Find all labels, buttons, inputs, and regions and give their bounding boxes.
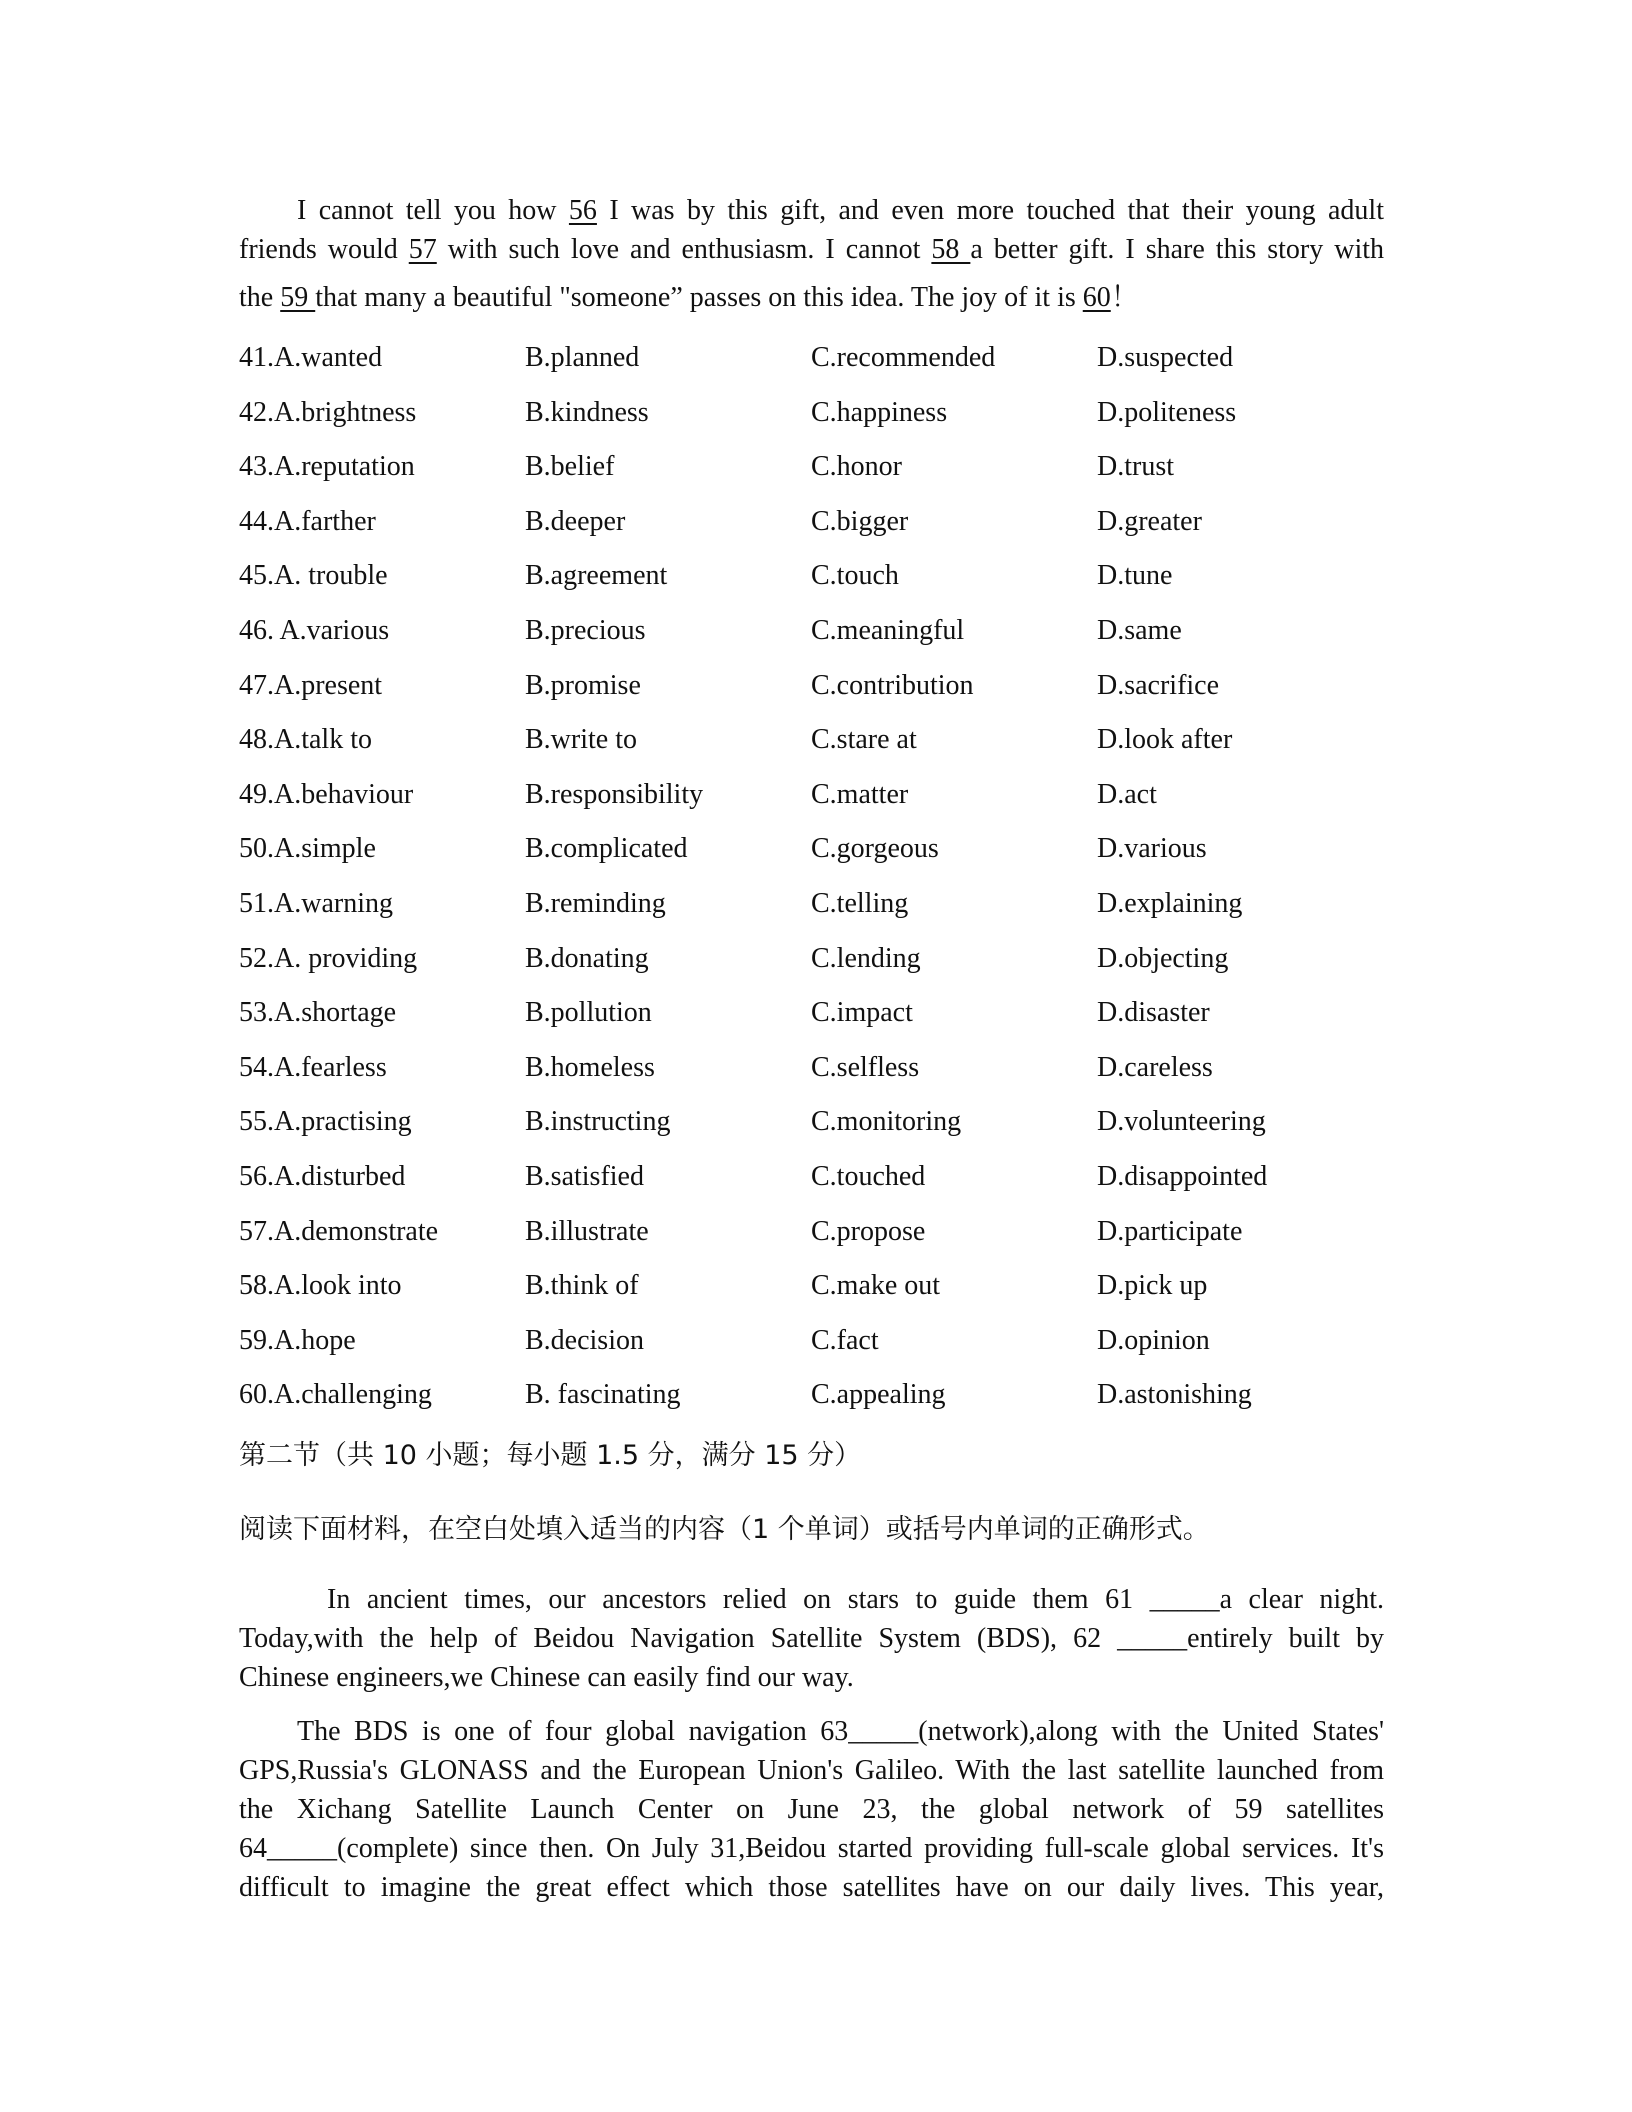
option-b: B.decision xyxy=(525,1324,644,1356)
text-fragment: the xyxy=(239,282,281,313)
option-row xyxy=(239,777,1384,832)
option-b: B.responsibility xyxy=(525,778,704,810)
paragraph-line: Chinese engineers,we Chinese can easily find our way. xyxy=(239,1662,854,1693)
option-c: C.appealing xyxy=(811,1379,946,1411)
option-d: D.politeness xyxy=(1097,396,1237,428)
text-fragment: with such love and enthusiasm. I cannot xyxy=(436,234,932,265)
option-d: D.opinion xyxy=(1097,1324,1210,1356)
option-a: 51.A.warning xyxy=(239,887,393,919)
option-row xyxy=(239,1159,1384,1214)
option-c: C.monitoring xyxy=(811,1106,962,1138)
option-a: 48.A.talk to xyxy=(239,724,372,756)
option-c: C.matter xyxy=(811,778,909,810)
option-a: 55.A.practising xyxy=(239,1106,412,1138)
answer-options-table xyxy=(239,340,1384,1432)
option-a: 57.A.demonstrate xyxy=(239,1215,439,1247)
option-b: B.donating xyxy=(525,942,649,974)
line-text: In ancient times, our ancestors relied on stars to guide them 61 _____a clear night. xyxy=(327,1584,1384,1615)
option-d: D.disappointed xyxy=(1097,1160,1268,1192)
option-d: D.trust xyxy=(1097,451,1174,483)
option-d: D.suspected xyxy=(1097,342,1234,373)
option-b: B.write to xyxy=(525,724,637,756)
option-c: C.touch xyxy=(811,560,899,592)
option-d: D.careless xyxy=(1097,1051,1213,1083)
option-d: D.sacrifice xyxy=(1097,669,1220,701)
option-c: C.propose xyxy=(811,1215,926,1247)
text-fragment: a better gift. I share this story with xyxy=(970,234,1385,265)
option-row xyxy=(239,449,1384,504)
option-b: B.belief xyxy=(525,451,615,483)
option-d: D.pick up xyxy=(1097,1270,1208,1302)
option-a: 60.A.challenging xyxy=(239,1379,432,1411)
option-a: 46. A.various xyxy=(239,614,390,646)
option-c: C.selfless xyxy=(811,1051,920,1083)
option-a: 42.A.brightness xyxy=(239,396,417,428)
option-b: B.agreement xyxy=(525,560,668,592)
option-d: D.objecting xyxy=(1097,942,1229,974)
option-c: C.impact xyxy=(811,997,913,1029)
option-c: C.fact xyxy=(811,1324,879,1356)
option-row xyxy=(239,1377,1384,1432)
option-b: B.reminding xyxy=(525,887,666,919)
option-a: 56.A.disturbed xyxy=(239,1160,406,1192)
blank-56: 56 xyxy=(568,195,597,226)
paragraph-line: GPS,Russia's GLONASS and the European Union's Galileo. With the last satellite launched from xyxy=(239,1755,1384,1786)
paragraph-line: 64_____(complete) since then. On July 31,Beidou started providing full-scale global services. It's xyxy=(239,1833,1384,1864)
blank-57: 57 xyxy=(408,234,437,265)
option-c: C.bigger xyxy=(811,505,909,537)
passage-line-2 xyxy=(239,230,1384,269)
paragraph-line xyxy=(239,1580,1384,1619)
option-b: B.kindness xyxy=(525,396,649,428)
cloze-passage-ending xyxy=(239,191,1384,317)
blank-59: 59 xyxy=(280,282,316,313)
option-d: D.look after xyxy=(1097,724,1233,756)
option-c: C.lending xyxy=(811,942,921,974)
option-d: D.explaining xyxy=(1097,887,1243,919)
option-a: 58.A.look into xyxy=(239,1270,402,1302)
option-c: C.happiness xyxy=(811,396,948,428)
option-b: B.deeper xyxy=(525,505,626,537)
option-row xyxy=(239,1104,1384,1159)
passage-line-1 xyxy=(239,191,1384,230)
option-b: B.think of xyxy=(525,1270,639,1302)
section-title: 第二节（共 10 小题；每小题 1.5 分，满分 15 分） xyxy=(239,1440,862,1471)
option-a: 59.A.hope xyxy=(239,1324,356,1356)
option-a: 44.A.farther xyxy=(239,505,376,537)
option-c: C.meaningful xyxy=(811,614,965,646)
option-a: 54.A.fearless xyxy=(239,1051,387,1083)
passage-line-3 xyxy=(239,278,1384,317)
text-fragment: ！ xyxy=(1110,282,1139,313)
option-d: D.participate xyxy=(1097,1215,1243,1247)
option-row xyxy=(239,1323,1384,1378)
paragraph-line xyxy=(239,1712,1384,1751)
option-row xyxy=(239,941,1384,996)
option-c: C.stare at xyxy=(811,724,917,756)
section-instruction: 阅读下面材料，在空白处填入适当的内容（1 个单词）或括号内单词的正确形式。 xyxy=(239,1514,1210,1545)
option-d: D.various xyxy=(1097,833,1207,865)
option-c: C.honor xyxy=(811,451,902,483)
text-fragment: that many a beautiful "someone” passes on this idea. The joy of it is xyxy=(315,282,1083,313)
option-b: B.illustrate xyxy=(525,1215,649,1247)
option-row xyxy=(239,722,1384,777)
option-b: B.planned xyxy=(525,342,640,373)
option-b: B.complicated xyxy=(525,833,688,865)
line-text: The BDS is one of four global navigation 63_____(network),along with the United States' xyxy=(297,1716,1384,1747)
option-a: 45.A. trouble xyxy=(239,560,388,592)
option-b: B.satisfied xyxy=(525,1160,644,1192)
option-c: C.telling xyxy=(811,887,909,919)
option-a: 49.A.behaviour xyxy=(239,778,414,810)
option-c: C.contribution xyxy=(811,669,974,701)
option-row xyxy=(239,1214,1384,1269)
text-fragment: I was by this gift, and even more touched that their young adult xyxy=(596,195,1384,226)
option-d: D.astonishing xyxy=(1097,1379,1252,1411)
paragraph-line: difficult to imagine the great effect which those satellites have on our daily lives. This year, xyxy=(239,1872,1384,1903)
option-row xyxy=(239,558,1384,613)
text-fragment: I cannot tell you how xyxy=(297,195,569,226)
option-row xyxy=(239,504,1384,559)
paragraph-line: the Xichang Satellite Launch Center on June 23, the global network of 59 satellites xyxy=(239,1794,1384,1825)
paragraph-line: Today,with the help of Beidou Navigation Satellite System (BDS), 62 _____entirely built by xyxy=(239,1623,1384,1654)
option-row xyxy=(239,886,1384,941)
option-row xyxy=(239,340,1384,395)
option-a: 41.A.wanted xyxy=(239,342,383,373)
blank-60: 60 xyxy=(1082,282,1111,313)
option-b: B.precious xyxy=(525,614,646,646)
option-c: C.gorgeous xyxy=(811,833,939,865)
option-b: B.promise xyxy=(525,669,641,701)
option-c: C.touched xyxy=(811,1160,926,1192)
option-b: B.pollution xyxy=(525,997,652,1029)
option-row xyxy=(239,831,1384,886)
grammar-paragraph-2 xyxy=(239,1712,1384,1907)
option-d: D.act xyxy=(1097,778,1157,810)
text-fragment: friends would xyxy=(239,234,409,265)
option-b: B. fascinating xyxy=(525,1379,681,1411)
option-row xyxy=(239,668,1384,723)
grammar-paragraph-1 xyxy=(239,1580,1384,1697)
option-a: 47.A.present xyxy=(239,669,383,701)
option-a: 50.A.simple xyxy=(239,833,376,865)
option-row xyxy=(239,613,1384,668)
option-row xyxy=(239,995,1384,1050)
option-a: 43.A.reputation xyxy=(239,451,415,483)
option-b: B.homeless xyxy=(525,1051,655,1083)
option-d: D.volunteering xyxy=(1097,1106,1266,1138)
option-d: D.same xyxy=(1097,614,1182,646)
option-d: D.disaster xyxy=(1097,997,1210,1029)
option-c: C.make out xyxy=(811,1270,941,1302)
blank-58: 58 xyxy=(931,234,971,265)
option-d: D.tune xyxy=(1097,560,1173,592)
option-b: B.instructing xyxy=(525,1106,671,1138)
option-a: 52.A. providing xyxy=(239,942,418,974)
option-a: 53.A.shortage xyxy=(239,997,397,1029)
option-row xyxy=(239,1050,1384,1105)
option-c: C.recommended xyxy=(811,342,996,373)
option-row xyxy=(239,395,1384,450)
option-row xyxy=(239,1268,1384,1323)
option-d: D.greater xyxy=(1097,505,1202,537)
